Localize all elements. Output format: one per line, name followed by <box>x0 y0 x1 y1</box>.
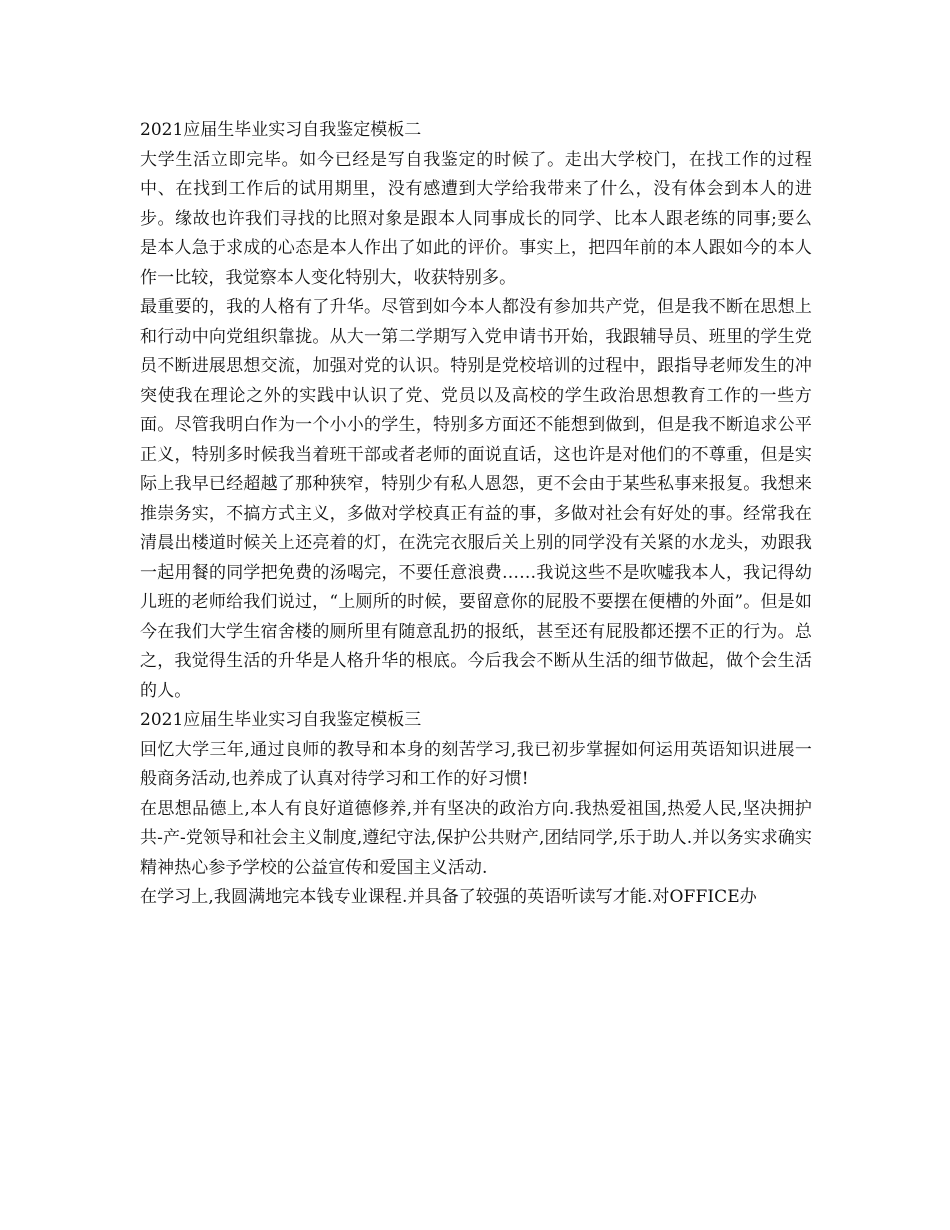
document-body <box>140 116 812 913</box>
section-heading-2: 2021应届生毕业实习自我鉴定模板二 <box>140 120 422 140</box>
section-heading-3: 2021应届生毕业实习自我鉴定模板三 <box>140 710 422 730</box>
paragraph: 回忆大学三年,通过良师的教导和本身的刻苦学习,我已初步掌握如何运用英语知识进展一般商务活动,也养成了认真对待学习和工作的好习惯! <box>140 739 812 789</box>
paragraph: 最重要的，我的人格有了升华。尽管到如今本人都没有参加共产党，但是我不断在思想上和行动中向党组织靠拢。从大一第二学期写入党申请书开始，我跟辅导员、班里的学生党员不断进展思想交流，加强对党的认识。特别是党校培训的过程中，跟指导老师发生的冲突使我在理论之外的实践中认识了党、党员以及高校的学生政治思想教育工作的一些方面。尽管我明白作为一个小小的学生，特别多方面还不能想到做到，但是我不断追求公平正义，特别多时候我当着班干部或者老师的面说直话，这也许是对他们的不尊重，但是实际上我早已经超越了那种狭窄，特别少有私人恩怨，更不会由于某些私事来报复。我想来推崇务实，不搞方式主义，多做对学校真正有益的事，多做对社会有好处的事。经常我在清晨出楼道时候关上还亮着的灯，在洗完衣服后关上别的同学没有关紧的水龙头，劝跟我一起用餐的同学把免费的汤喝完，不要任意浪费……我说这些不是吹嘘我本人，我记得幼儿班的老师给我们说过，“上厕所的时候，要留意你的屁股不要摆在便槽的外面”。但是如今在我们大学生宿舍楼的厕所里有随意乱扔的报纸，甚至还有屁股都还摆不正的行为。总之，我觉得生活的升华是人格升华的根底。今后我会不断从生活的细节做起，做个会生活的人。 <box>140 297 812 701</box>
paragraph: 在思想品德上,本人有良好道德修养,并有坚决的政治方向.我热爱祖国,热爱人民,坚决拥护共-产-党领导和社会主义制度,遵纪守法,保护公共财产,团结同学,乐于助人.并以务实求确实精神热心参予学校的公益宣传和爱国主义活动. <box>140 798 812 878</box>
paragraph: 在学习上,我圆满地完本钱专业课程.并具备了较强的英语听读写才能.对OFFICE办 <box>140 887 757 907</box>
paragraph: 大学生活立即完毕。如今已经是写自我鉴定的时候了。走出大学校门，在找工作的过程中、在找到工作后的试用期里，没有感遭到大学给我带来了什么，没有体会到本人的进步。缘故也许我们寻找的比照对象是跟本人同事成长的同学、比本人跟老练的同事;要么是本人急于求成的心态是本人作出了如此的评价。事实上，把四年前的本人跟如今的本人作一比较，我觉察本人变化特别大，收获特别多。 <box>140 149 812 288</box>
